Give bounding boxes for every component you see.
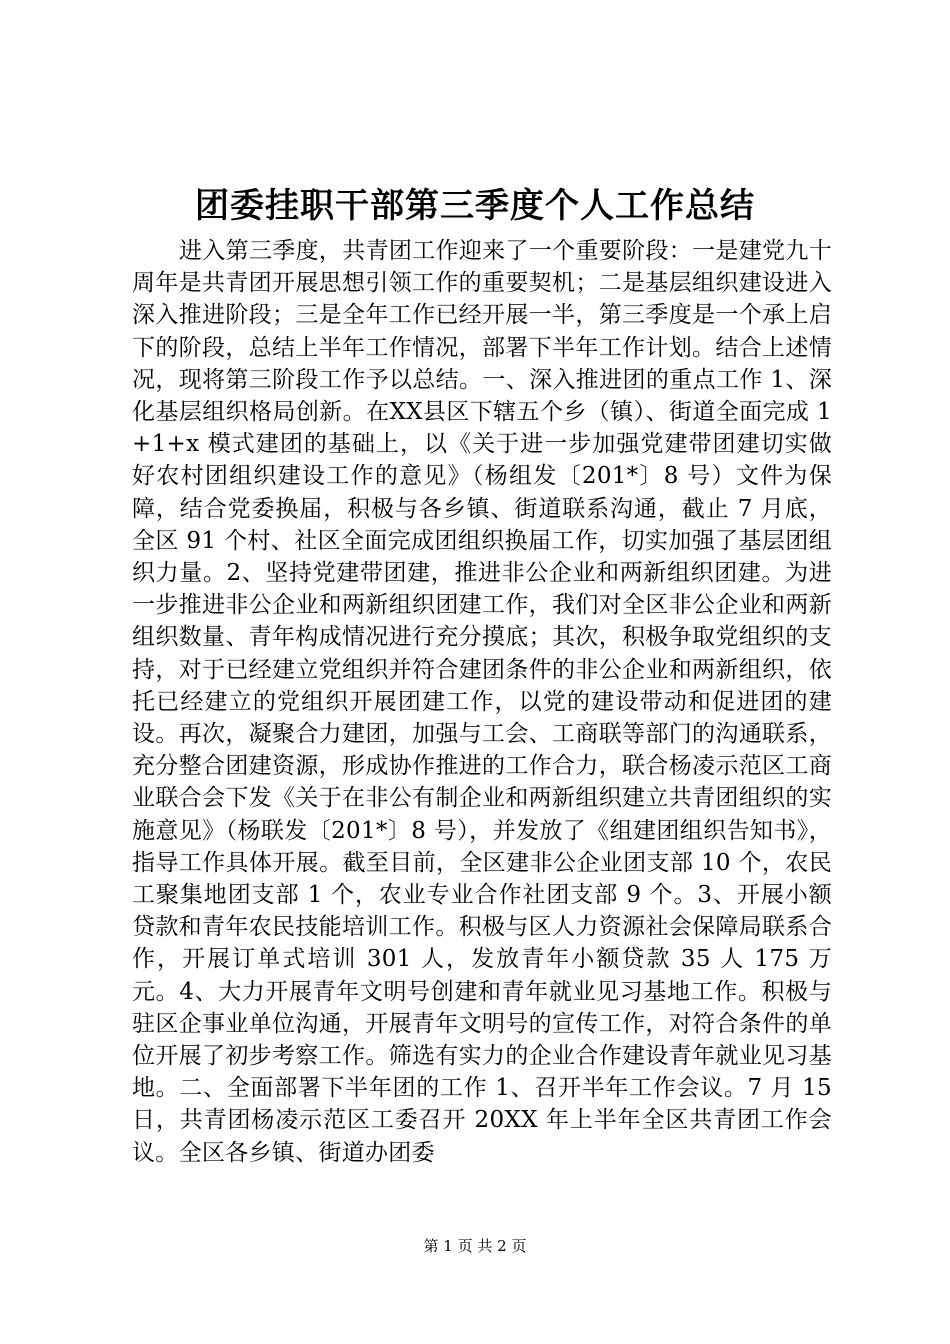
page-number-footer: 第 1 页 共 2 页 — [423, 1237, 527, 1255]
document-title: 团委挂职干部第三季度个人工作总结 — [195, 186, 755, 226]
document-body-paragraph: 进入第三季度，共青团工作迎来了一个重要阶段：一是建党九十周年是共青团开展思想引领工作的重要契机；二是基层组织建设进入深入推进阶段；三是全年工作已经开展一半，第三季度是一个承上启下的阶段，总结上半年工作情况，部署下半年工作计划。结合上述情况，现将第三阶段工作予以总结。一、深入推进团的重点工作 1、深化基层组织格局创新。在XX县区下辖五个乡（镇）、街道全面完成 1+1+x 模式建团的基础上，以《关于进一步加强党建带团建切实做好农村团组织建设工作的意见》（杨组发〔201*〕8 号）文件为保障，结合党委换届，积极与各乡镇、街道联系沟通，截止 7 月底，全区 91 个村、社区全面完成团组织换届工作，切实加强了基层团组织力量。2、坚持党建带团建，推进非公企业和两新组织团建。为进一步推进非公企业和两新组织团建工作，我们对全区非公企业和两新组织数量、青年构成情况进行充分摸底；其次，积极争取党组织的支持，对于已经建立党组织并符合建团条件的非公企业和两新组织，依托已经建立的党组织开展团建工作，以党的建设带动和促进团的建设。再次，凝聚合力建团，加强与工会、工商联等部门的沟通联系，充分整合团建资源，形成协作推进的工作合力，联合杨凌示范区工商业联合会下发《关于在非公有制企业和两新组织建立共青团组织的实施意见》（杨联发〔201*〕8 号），并发放了《组建团组织告知书》，指导工作具体开展。截至目前，全区建非公企业团支部 10 个，农民工聚集地团支部 1 个，农业专业合作社团支部 9 个。3、开展小额贷款和青年农民技能培训工作。积极与区人力资源社会保障局联系合作，开展订单式培训 301 人，发放青年小额贷款 35 人 175 万元。4、大力开展青年文明号创建和青年就业见习基地工作。积极与驻区企事业单位沟通，开展青年文明号的宣传工作，对符合条件的单位开展了初步考察工作。筛选有实力的企业合作建设青年就业见习基地。二、全面部署下半年团的工作 1、召开半年工作会议。7 月 15 日，共青团杨凌示范区工委召开 20XX 年上半年全区共青团工作会议。全区各乡镇、街道办团委 — [132, 238, 832, 1166]
